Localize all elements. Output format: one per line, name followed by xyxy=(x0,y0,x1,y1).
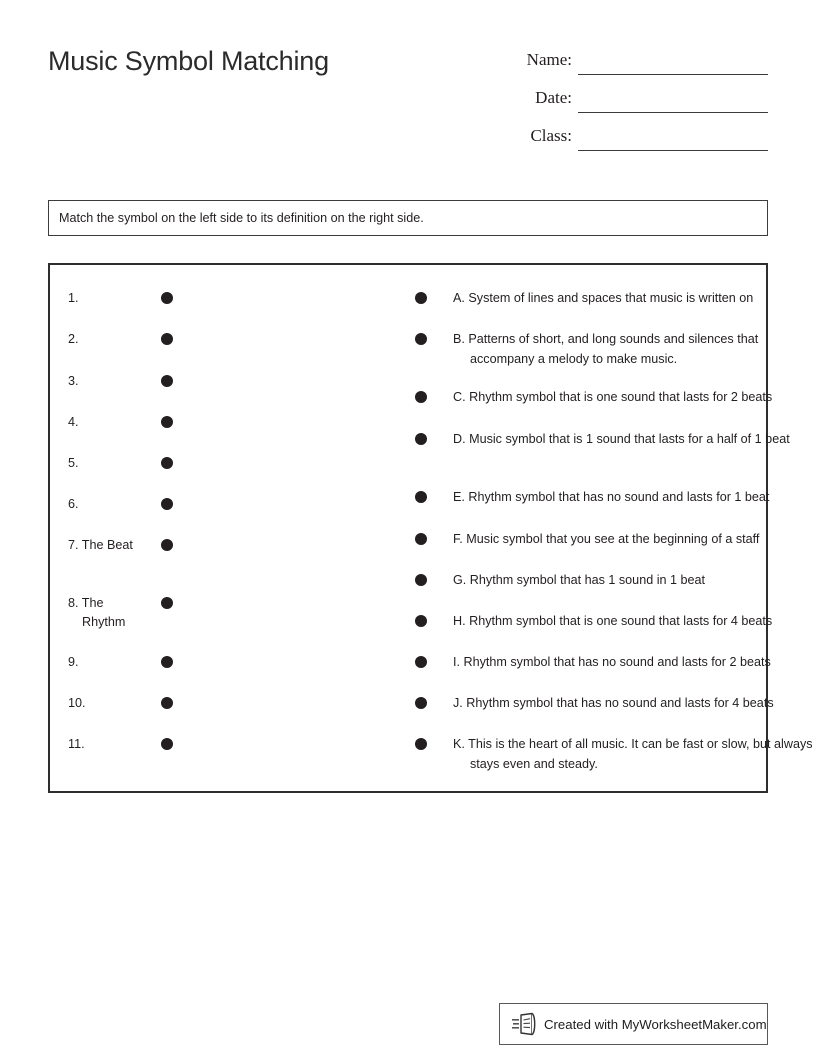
question-label: 7. The Beat xyxy=(68,538,133,552)
question-match-dot[interactable] xyxy=(161,656,173,668)
question-label: 9. xyxy=(68,655,79,669)
answer-match-dot[interactable] xyxy=(415,491,427,503)
answer-match-dot[interactable] xyxy=(415,533,427,545)
question-label: 1. xyxy=(68,291,79,305)
answer-text: J. Rhythm symbol that has no sound and lasts for 4 beats xyxy=(453,696,774,710)
question-label: 4. xyxy=(68,415,79,429)
answer-text: E. Rhythm symbol that has no sound and lasts for 1 beat xyxy=(453,490,770,504)
question-match-dot[interactable] xyxy=(161,498,173,510)
answer-text: B. Patterns of short, and long sounds and silences that accompany a melody to make music. xyxy=(453,332,759,366)
date-field-label: Date: xyxy=(535,88,572,107)
answer-match-dot[interactable] xyxy=(415,738,427,750)
question-match-dot[interactable] xyxy=(161,375,173,387)
date-field-row xyxy=(518,86,768,124)
question-label: 2. xyxy=(68,332,79,346)
student-info-fields xyxy=(518,48,768,162)
answer-text: D. Music symbol that is 1 sound that lasts for a half of 1 beat xyxy=(453,432,790,446)
answer-text: G. Rhythm symbol that has 1 sound in 1 beat xyxy=(453,573,706,587)
class-field-label: Class: xyxy=(530,126,572,145)
questions-column xyxy=(50,265,380,791)
question-match-dot[interactable] xyxy=(161,738,173,750)
name-field-row xyxy=(518,48,768,86)
question-match-dot[interactable] xyxy=(161,457,173,469)
answer-match-dot[interactable] xyxy=(415,574,427,586)
question-label: 10. xyxy=(68,696,86,710)
question-match-dot[interactable] xyxy=(161,333,173,345)
answer-text: F. Music symbol that you see at the beginning of a staff xyxy=(453,532,760,546)
question-match-dot[interactable] xyxy=(161,416,173,428)
instructions-box xyxy=(48,200,768,236)
date-field-line[interactable] xyxy=(578,112,768,113)
answer-text: C. Rhythm symbol that is one sound that lasts for 2 beats xyxy=(453,390,773,404)
created-with-badge[interactable] xyxy=(499,1003,768,1045)
answer-text: A. System of lines and spaces that music is written on xyxy=(453,291,754,305)
question-label: 3. xyxy=(68,374,79,388)
answer-match-dot[interactable] xyxy=(415,433,427,445)
answer-match-dot[interactable] xyxy=(415,615,427,627)
name-field-line[interactable] xyxy=(578,74,768,75)
question-match-dot[interactable] xyxy=(161,292,173,304)
answer-match-dot[interactable] xyxy=(415,697,427,709)
answer-text: I. Rhythm symbol that has no sound and lasts for 2 beats xyxy=(453,655,771,669)
instructions-text: Match the symbol on the left side to its definition on the right side. xyxy=(59,211,424,225)
question-match-dot[interactable] xyxy=(161,597,173,609)
worksheet-page-icon xyxy=(512,1012,538,1036)
question-label: 11. xyxy=(68,737,85,751)
question-label: 6. xyxy=(68,497,79,511)
name-field-label: Name: xyxy=(526,50,572,69)
worksheet-header xyxy=(0,0,816,190)
answer-match-dot[interactable] xyxy=(415,292,427,304)
question-match-dot[interactable] xyxy=(161,539,173,551)
answer-text: K. This is the heart of all music. It can be fast or slow, but always stays even and steady. xyxy=(453,737,813,771)
class-field-row xyxy=(518,124,768,162)
answer-text: H. Rhythm symbol that is one sound that lasts for 4 beats xyxy=(453,614,773,628)
answers-column xyxy=(360,265,813,791)
question-label: 8. The Rhythm xyxy=(68,596,126,629)
created-with-label: Created with MyWorksheetMaker.com xyxy=(544,1016,767,1032)
matching-panel xyxy=(48,263,813,793)
answer-match-dot[interactable] xyxy=(415,391,427,403)
answer-match-dot[interactable] xyxy=(415,656,427,668)
answer-match-dot[interactable] xyxy=(415,333,427,345)
class-field-line[interactable] xyxy=(578,150,768,151)
question-label: 5. xyxy=(68,456,79,470)
page-title: Music Symbol Matching xyxy=(48,46,329,76)
question-match-dot[interactable] xyxy=(161,697,173,709)
